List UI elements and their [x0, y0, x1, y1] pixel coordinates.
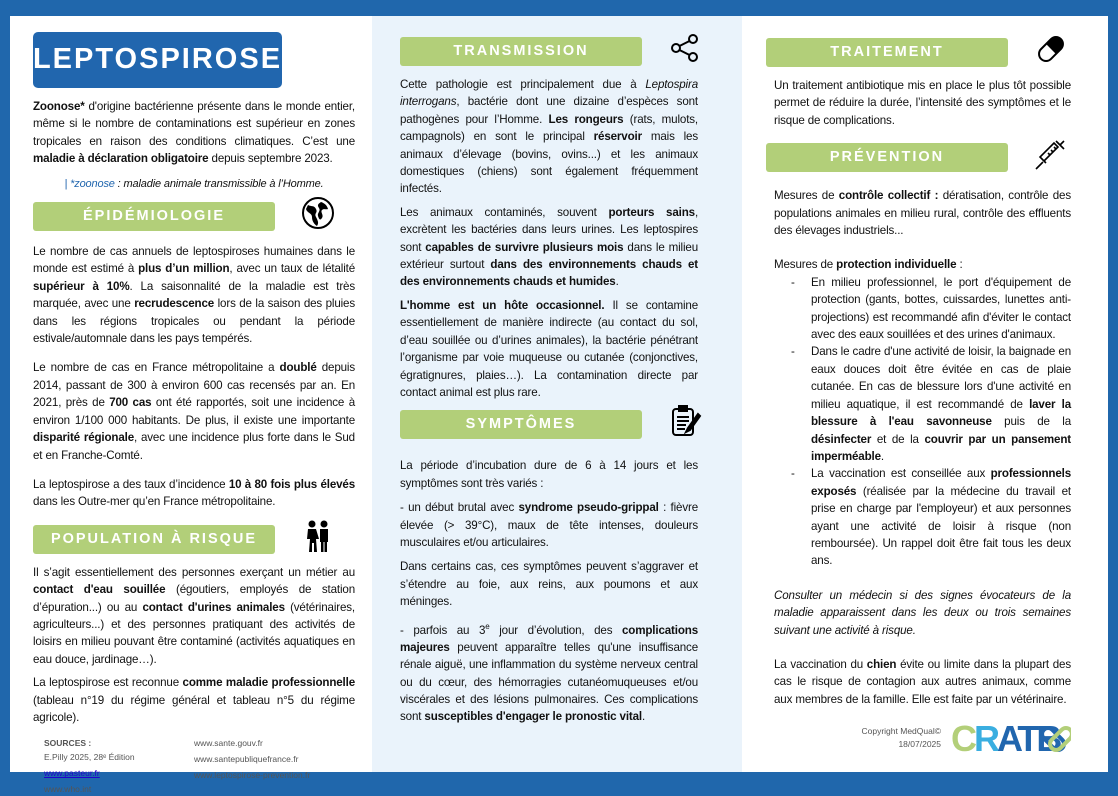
text-run: évite ou limite dans la plupart des cas le risque de contagion aux autres animaux, comme aux membres de la famille. Elle est faite par un vétérinaire. — [774, 657, 1071, 706]
text-run: contact d'eau souillée — [33, 583, 166, 597]
section-header-transmission — [400, 37, 642, 66]
text-run: 700 cas — [109, 396, 152, 410]
copyright-date: 18/07/2025 — [898, 739, 941, 750]
text-run: Mesures de — [774, 189, 839, 203]
text-run: (rats, mulots, campagnols) en sont le principal — [400, 112, 698, 144]
text-run: contact d'urines animales — [142, 600, 285, 614]
text-run: L'homme est un hôte occasionnel. — [400, 298, 605, 312]
intro-paragraph — [33, 98, 355, 168]
consult-paragraph — [774, 587, 1071, 639]
text-run: (réalisée par la médecine du travail et prise en charge par l'employeur) et aux personnes ayant une activité de loisir à risque (non remboursée). Un rappel doit être fait tous les deux ans. — [811, 484, 1071, 568]
pill-icon — [1034, 32, 1068, 66]
text-run: Dans certains cas, ces symptômes peuvent s’aggraver et s’étendre au foie, aux reins, aux poumons et aux méninges. — [400, 560, 698, 609]
text-run: comme maladie professionnelle — [182, 676, 355, 690]
transmission-body — [400, 76, 698, 401]
header-label: ÉPIDÉMIOLOGIE — [82, 207, 225, 224]
section-header-prevention — [766, 143, 1008, 172]
footer — [774, 720, 1071, 756]
paragraph — [33, 243, 355, 347]
text-run: ont été rapportés, soit une incidence à environ 1/100 000 habitants. De plus, il existe une importante — [33, 396, 355, 427]
text-run: , bactérie dont une dizaine d’espèces sont pathogènes pour l’Homme. — [400, 95, 698, 126]
text-run: Un traitement antibiotique mis en place le plus tôt possible permet de réduire la durée, l’intensité des symptômes et le risque de complications. — [774, 79, 1071, 127]
text-run: syndrome pseudo-grippal — [518, 501, 659, 515]
paragraph — [33, 674, 355, 726]
text-run: supérieur à 10% — [33, 279, 130, 293]
text-run: chien — [866, 657, 897, 671]
paragraph — [774, 77, 1071, 129]
text-run: Le nombre de cas annuels de leptospiroses humaines dans le monde est estimé à — [33, 245, 355, 276]
text-run: Le nombre de cas en France métropolitaine a — [33, 361, 280, 375]
list-item — [774, 465, 1071, 569]
paragraph — [33, 564, 355, 668]
section-header-symptomes — [400, 410, 642, 439]
middle-panel — [372, 16, 742, 772]
text-run: (tableau n°19 du régime général et tableau n°5 du régime agricole). — [33, 693, 355, 724]
section-header-population — [33, 525, 275, 554]
text-run: , excrètent les bactéries dans leurs urines. Les leptospires sont — [400, 205, 699, 254]
text-run: Les animaux contaminés, souvent — [400, 205, 609, 219]
sources-label: SOURCES : — [44, 738, 92, 749]
header-label: PRÉVENTION — [829, 149, 945, 166]
header-label: TRANSMISSION — [453, 42, 589, 59]
text-run: Zoonose* — [33, 100, 85, 113]
syringe-icon — [1034, 137, 1068, 171]
source-item: www.leptospirose-prevention.fr — [194, 770, 311, 781]
list-item — [774, 274, 1071, 344]
left-panel — [10, 16, 372, 795]
text-run: Dans le cadre d'une activité de loisir, la baignade en eaux douces doit être évitée en cas de plaie cutanée. En cas de blessure lors d'une activité en milieu aquatique, il est recommandé de — [811, 345, 1071, 411]
text-run: Mesures de — [774, 258, 837, 272]
paragraph — [400, 297, 698, 401]
text-run: . La saisonnalité de la maladie est très marquée, avec une — [33, 279, 355, 311]
text-run: . — [615, 275, 619, 289]
text-run: Il s’agit essentiellement des personnes exerçant un métier au — [33, 565, 355, 579]
header-label: TRAITEMENT — [830, 43, 944, 60]
epidemiologie-body — [33, 243, 355, 511]
source-item: www.sante.gouv.fr — [194, 738, 263, 749]
clipboard-icon — [668, 404, 702, 438]
text-run: (vétérinaires, agriculteurs...) et des personnes pratiquant des activités de loisirs en milieu pouvant être contaminé (activités aquatiques en eau douce, jardinage…). — [33, 600, 355, 666]
middle-column — [400, 16, 698, 726]
text-run: dans le milieu extérieur surtout — [400, 240, 699, 272]
section-header-epidemiologie — [33, 202, 275, 231]
svg-text:CRATB: CRATB — [951, 720, 1060, 757]
paragraph — [400, 499, 698, 551]
text-run: professionnels exposés — [811, 467, 1071, 498]
text-run: susceptibles d'engager le pronostic vital — [424, 710, 642, 724]
text-run: plus d’un million — [138, 262, 230, 276]
text-run: - parfois au 3 — [400, 623, 486, 637]
paragraph — [400, 204, 698, 291]
text-run: , avec une incidence plus forte dans le Sud et en Franche-Comté. — [33, 431, 355, 462]
text-run: jour d’évolution, des — [489, 623, 622, 637]
text-run: Cette pathologie est principalement due à — [400, 78, 646, 91]
text-run: doublé — [279, 361, 317, 375]
text-run: laver la blessure à l'eau savonneuse — [811, 397, 1071, 429]
population-body — [33, 564, 355, 727]
prevention-list — [774, 274, 1071, 570]
text-run: La vaccination est conseillée aux — [811, 467, 991, 481]
text-run: - un début brutal avec — [400, 501, 519, 515]
page-title: LEPTOSPIROSE — [33, 32, 282, 88]
paragraph — [33, 359, 355, 463]
source-item: E.Pilly 2025, 28ᵉ Édition — [44, 752, 135, 763]
text-run: La leptospirose est reconnue — [33, 676, 183, 690]
text-run: . — [880, 449, 884, 463]
list-item — [774, 343, 1071, 465]
prevention-individuel — [774, 256, 1071, 273]
header-label: SYMPTÔMES — [465, 416, 577, 433]
text-run: En milieu professionnel, le port d'équipement de protection (gants, bottes, cuissardes, lunettes anti-projections) est recommandé afin d'éviter le contact avec des eaux souillées et des urines d'animaux. — [811, 275, 1071, 342]
header-label: POPULATION À RISQUE — [50, 530, 258, 547]
copyright — [862, 725, 942, 751]
prevention-collectif — [774, 187, 1071, 239]
text-run: Les rongeurs — [548, 112, 624, 126]
text-run: depuis septembre 2023. — [208, 152, 333, 166]
paragraph — [400, 558, 698, 610]
text-run: disparité régionale — [33, 431, 135, 445]
people-icon — [301, 519, 335, 553]
text-run: couvrir par un pansement imperméable — [811, 432, 1072, 463]
text-run: e — [485, 621, 490, 631]
text-run: maladie à déclaration obligatoire — [33, 152, 209, 166]
text-run: dans les Outre-mer qu’en France métropolitaine. — [33, 495, 276, 509]
footnote-bar: | — [64, 177, 71, 190]
text-run: Consulter un médecin si des signes évocateurs de la maladie apparaissent dans les deux ou trois semaines suivant une activité à risque. — [774, 588, 1071, 637]
text-run: : fièvre élevée (> 39°C), maux de tête intenses, douleurs musculaires et/ou articulaires. — [400, 501, 698, 549]
text-run: depuis 2014, passant de 300 à environ 600 cas recensés par an. En 2021, près de — [33, 361, 355, 410]
cratb-logo — [951, 720, 1071, 756]
text-run: , avec un taux de létalité — [229, 262, 355, 276]
text-run: complications majeures — [400, 623, 698, 654]
right-column — [774, 16, 1071, 756]
section-header-traitement — [766, 38, 1008, 67]
text-run: contrôle collectif : — [838, 189, 939, 203]
text-run: La période d’incubation dure de 6 à 14 jours et les symptômes sont très variés : — [400, 459, 698, 490]
text-run: . — [642, 710, 646, 724]
paragraph — [400, 76, 698, 198]
text-run: La leptospirose a des taux d’incidence — [33, 477, 229, 491]
text-run: (égoutiers, employés de station d’épuration...) ou au — [33, 583, 355, 614]
text-run: désinfecter — [811, 432, 872, 446]
text-run: Leptospira interrogans — [400, 78, 698, 109]
text-run: puis de la — [991, 415, 1071, 429]
text-run: dans des environnements chauds et des environnements chauds et humides — [400, 258, 698, 289]
share-icon — [668, 31, 702, 65]
text-run: protection individuelle — [836, 258, 957, 272]
text-run: porteurs sains — [608, 205, 695, 219]
text-run: La vaccination du — [774, 657, 867, 671]
paragraph — [400, 457, 698, 492]
text-run: 10 à 80 fois plus élevés — [228, 477, 356, 491]
dog-vaccination-paragraph — [774, 656, 1071, 708]
text-run: : — [956, 258, 963, 272]
text-run: mais les animaux d’élevage (bovins, ovins...) et les animaux domestiques (chiens) sont également fréquemment infectés. — [400, 130, 698, 196]
paragraph — [400, 618, 698, 726]
symptomes-body — [400, 457, 698, 726]
source-link-pasteur[interactable]: www.pasteur.fr — [44, 768, 100, 779]
text-run: d'origine bactérienne présente dans le monde entier, même si le nombre de contaminations est supérieur en zones tropicales en raison des conditions climatiques. C’est une — [33, 100, 355, 148]
text-run: peuvent apparaître telles qu'une insuffisance rénale aiguë, une inflammation du système nerveux central ou du cœur, des hémorragies cutanéomuqueuses et/ou viscérales et des lésions pulmonaires. Ces complications sont — [400, 640, 698, 724]
text-run: dératisation, contrôle des populations animales en milieu rural, contrôle des effluents des élevages industriels... — [774, 189, 1071, 238]
globe-icon — [301, 196, 335, 230]
text-run: et de la — [871, 432, 925, 446]
right-panel — [742, 16, 1108, 772]
footnote-term: *zoonose — [70, 177, 115, 190]
sources — [44, 736, 355, 796]
text-run: capables de survivre plusieurs mois — [425, 240, 624, 254]
text-run: lors de la saison des pluies dans les régions tropicales ou pendant la période estivale/automnale dans les pays tempérés. — [33, 297, 355, 346]
left-column — [33, 16, 355, 796]
footnote-definition: : maladie animale transmissible à l’Homme. — [114, 177, 324, 190]
source-item: www.who.int — [44, 784, 92, 795]
text-run: réservoir — [593, 130, 642, 144]
text-run: Il se contamine essentiellement de manière indirecte (au contact du sol, d’eau souillée ou d’urines animales), la bactérie pénétrant l’organisme par voie muqueuse ou cutanée (conjonctives, égratignures, plaies…). La contamination directe par contact animal est plus rare. — [400, 298, 699, 399]
text-run: recrudescence — [134, 297, 215, 311]
traitement-body — [774, 77, 1071, 129]
paragraph — [33, 476, 355, 511]
source-item: www.santepubliquefrance.fr — [194, 754, 299, 765]
copyright-text: Copyright MedQual© — [861, 726, 941, 737]
footnote — [33, 176, 355, 193]
